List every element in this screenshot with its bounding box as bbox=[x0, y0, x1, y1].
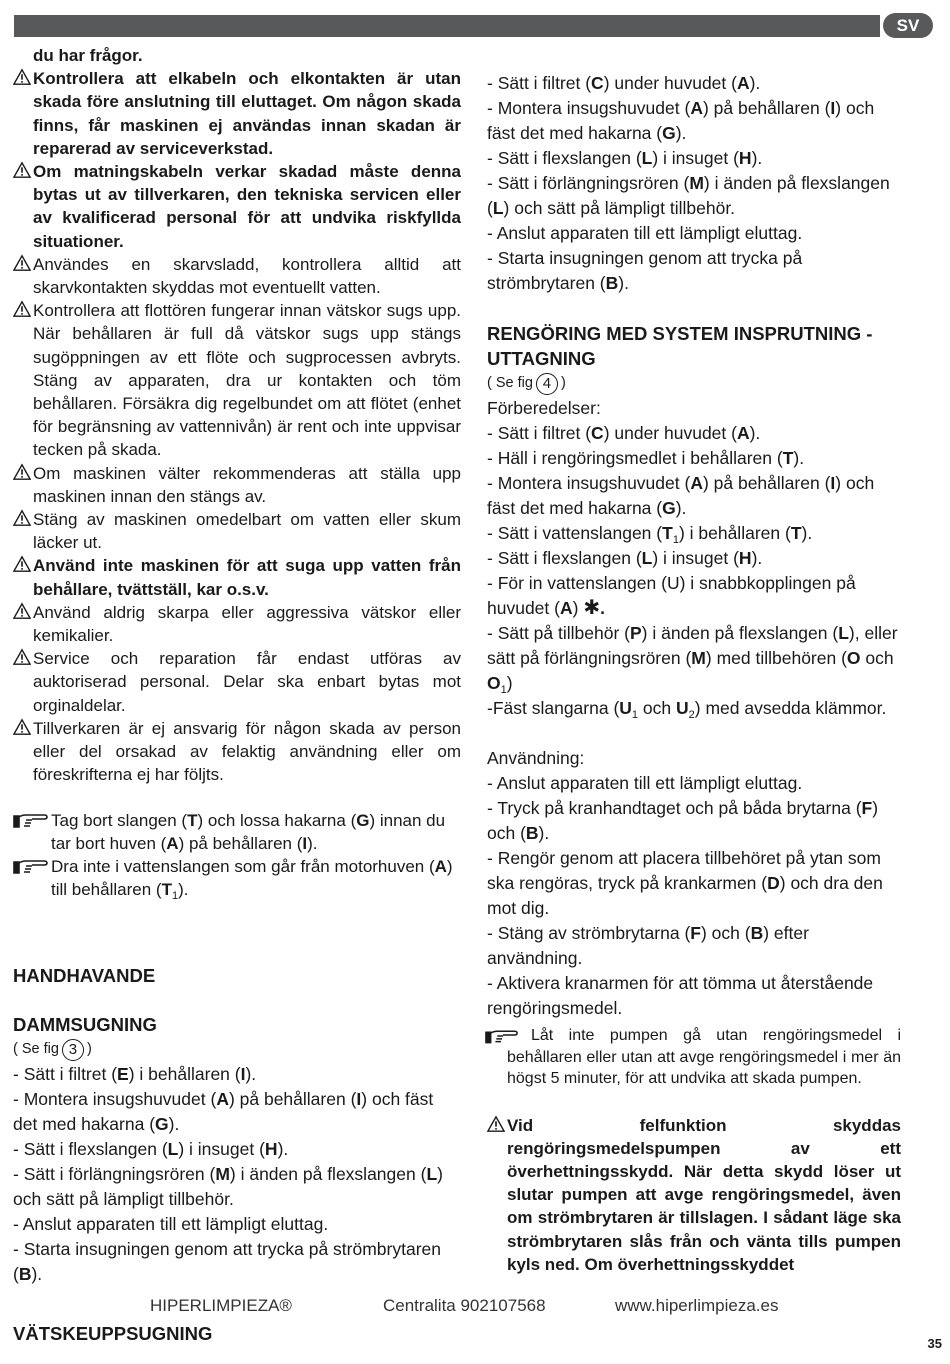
notes bbox=[13, 809, 461, 902]
section-title-cleaning: RENGÖRING MED SYSTEM INSPRUTNING - UTTAGNING bbox=[487, 323, 873, 369]
warning-item: Kontrollera att flottören fungerar innan vätskor sugs upp. När behållaren är full då vätskor sugs upp stängs sugöppningen av ett flöte och sugprocessen avbryts. Stäng av apparaten, dra ur kontakten och töm behållaren. Försäkra dig regelbundet om att flötet (enhet för begränsning av vattennivån) är rent och inte uppvisar tecken på skada. bbox=[13, 299, 461, 461]
section-title-operation: HANDHAVANDE bbox=[13, 965, 156, 987]
footer-phone: Centralita 902107568 bbox=[383, 1296, 546, 1315]
warning-icon bbox=[13, 161, 31, 179]
pointing-hand-icon bbox=[13, 811, 49, 829]
language-badge: SV bbox=[883, 13, 933, 38]
instruction-step: -Fäst slangarna ($U_1$ och $U_2$) med avsedda klämmor. bbox=[487, 698, 887, 721]
note-item: Dra inte i vattenslangen som går från motorhuven (A) till behållaren $(T_1)$. bbox=[13, 855, 461, 901]
instruction-step: - Stäng av strömbrytarna (F) och (B) efter användning. bbox=[487, 923, 809, 968]
prep-label: Förberedelser: bbox=[487, 398, 601, 418]
instruction-step: - Sätt i flexslangen (L) i insuget (H). bbox=[487, 148, 763, 168]
warning-item: Använd inte maskinen för att suga upp vatten från behållare, tvättställ, kar o.s.v. bbox=[13, 554, 461, 600]
instruction-step: - Sätt i filtret (C) under huvudet (A). bbox=[487, 423, 761, 443]
pointing-hand-icon bbox=[13, 857, 49, 875]
instruction-step: - Sätt i flexslangen (L) i insuget (H). bbox=[487, 548, 763, 568]
warning-icon bbox=[13, 718, 31, 736]
instruction-step: - Anslut apparaten till ett lämpligt eluttag. bbox=[487, 223, 803, 243]
instruction-step: - Montera insugshuvudet (A) på behållaren (I) och fäst det med hakarna (G). bbox=[487, 98, 875, 143]
section-title-vacuuming: DAMMSUGNING bbox=[13, 1014, 157, 1036]
warning-icon bbox=[13, 602, 31, 620]
instruction-step: - Sätt i filtret (E) i behållaren (I). bbox=[13, 1064, 257, 1085]
instruction-step: - Starta insugningen genom att trycka på strömbrytaren (B). bbox=[13, 1239, 441, 1285]
instruction-step: - Häll i rengöringsmedlet i behållaren (T). bbox=[487, 448, 805, 468]
instruction-step: - Anslut apparaten till ett lämpligt eluttag. bbox=[13, 1214, 329, 1235]
warning-icon bbox=[487, 1115, 505, 1133]
instruction-step: - Sätt i vattenslangen $(T_1)$ i behållaren (T). bbox=[487, 523, 813, 546]
figure-reference: ( Se fig 4 ) bbox=[487, 371, 901, 396]
pointing-hand-icon bbox=[485, 1027, 519, 1045]
warning-icon bbox=[13, 648, 31, 666]
warning-icon bbox=[13, 463, 31, 481]
warning-item: Använd aldrig skarpa eller aggressiva vätskor eller kemikalier. bbox=[13, 601, 461, 647]
overheat-warning: Vid felfunktion skyddas rengöringsmedelspumpen av ett överhettningsskydd. När detta skydd löser ut slutar pumpen att avge rengöringsmedel, även om strömbrytaren är tillslagen. I sådant läge ska strömbrytaren slås från och vänta tills pumpen kyls ned. Om överhettningsskyddet bbox=[487, 1114, 901, 1276]
right-column bbox=[487, 71, 901, 1276]
warning-item: Kontrollera att elkabeln och elkontakten är utan skada före anslutning till eluttaget. Om någon skada finns, får maskinen ej användas innan skadan är reparerad av serviceverkstad. bbox=[13, 67, 461, 160]
left-column bbox=[13, 44, 461, 1346]
warning-item: Tillverkaren är ej ansvarig för någon skada av person eller del orsakad av felaktig användning eller om föreskrifterna ej har följts. bbox=[13, 717, 461, 787]
prep-steps bbox=[487, 421, 901, 721]
usage-label: Användning: bbox=[487, 748, 585, 768]
continued-line: du har frågor. bbox=[33, 46, 143, 65]
warning-icon bbox=[13, 300, 31, 318]
instruction-step: - Sätt i förlängningsrören (M) i änden på flexslangen (L) och sätt på lämpligt tillbehör. bbox=[487, 173, 890, 218]
instruction-step: - Montera insugshuvudet (A) på behållaren (I) och fäst det med hakarna (G). bbox=[487, 473, 875, 518]
warning-list bbox=[13, 67, 461, 786]
section-title-liquid: VÄTSKEUPPSUGNING bbox=[13, 1323, 213, 1345]
asterisk-icon: ✱ bbox=[583, 597, 601, 619]
warning-icon bbox=[13, 555, 31, 573]
instruction-step: - Rengör genom att placera tillbehöret på ytan som ska rengöras, tryck på krankarmen (D) och dra den mot dig. bbox=[487, 848, 883, 918]
warning-item: Användes en skarvsladd, kontrollera alltid att skarvkontakten skyddas mot eventuellt vatten. bbox=[13, 253, 461, 299]
instruction-step: - Aktivera kranarmen för att tömma ut återstående rengöringsmedel. bbox=[487, 973, 874, 1018]
instruction-step: - Sätt i förlängningsrören (M) i änden på flexslangen (L) och sätt på lämpligt tillbehör. bbox=[13, 1164, 443, 1210]
warning-item: Stäng av maskinen omedelbart om vatten eller skum läcker ut. bbox=[13, 508, 461, 554]
vacuum-steps bbox=[13, 1062, 461, 1287]
note-item: Tag bort slangen (T) och lossa hakarna (G) innan du tar bort huven (A) på behållaren (I). bbox=[13, 809, 461, 855]
warning-icon bbox=[13, 509, 31, 527]
instruction-step: - Anslut apparaten till ett lämpligt eluttag. bbox=[487, 773, 803, 793]
header-bar bbox=[14, 15, 880, 37]
warning-item: Service och reparation får endast utföras av auktoriserad personal. Delar ska enbart bytas mot orginaldelar. bbox=[13, 647, 461, 717]
warning-item: Om matningskabeln verkar skadad måste denna bytas ut av tillverkaren, den tekniska servicen eller av kvalificerad personal för att undvika riskfyllda situationer. bbox=[13, 160, 461, 253]
figure-number: 4 bbox=[536, 373, 558, 395]
usage-steps bbox=[487, 771, 901, 1021]
instruction-step: - Sätt i filtret (C) under huvudet (A). bbox=[487, 73, 761, 93]
instruction-step: - Montera insugshuvudet (A) på behållaren (I) och fäst det med hakarna (G). bbox=[13, 1089, 434, 1135]
instruction-step: - Sätt på tillbehör (P) i änden på flexslangen (L), eller sätt på förlängningsrören (M) med tillbehören (O och $O_1$) bbox=[487, 623, 898, 696]
warning-item: Om maskinen välter rekommenderas att ställa upp maskinen innan den stängs av. bbox=[13, 462, 461, 508]
pump-note: Låt inte pumpen gå utan rengöringsmedel i behållaren eller utan att avge rengöringsmedel i mer än högst 5 minuter, för att undvika att skada pumpen. bbox=[487, 1025, 901, 1090]
liquid-steps bbox=[487, 71, 901, 296]
instruction-step: - Sätt i flexslangen (L) i insuget (H). bbox=[13, 1139, 289, 1160]
instruction-step: - Tryck på kranhandtaget och på båda brytarna (F) och (B). bbox=[487, 798, 879, 843]
warning-icon bbox=[13, 254, 31, 272]
footer bbox=[0, 1296, 950, 1320]
figure-number: 3 bbox=[62, 1039, 84, 1061]
footer-brand: HIPERLIMPIEZA® bbox=[150, 1296, 292, 1315]
warning-icon bbox=[13, 68, 31, 86]
instruction-step: - Starta insugningen genom att trycka på strömbrytaren (B). bbox=[487, 248, 803, 293]
figure-reference: ( Se fig 3 ) bbox=[13, 1037, 461, 1062]
page-number: 35 bbox=[927, 1336, 942, 1351]
footer-website[interactable]: www.hiperlimpieza.es bbox=[615, 1296, 779, 1315]
instruction-step: - För in vattenslangen (U) i snabbkopplingen på huvudet (A) ✱. bbox=[487, 573, 856, 619]
